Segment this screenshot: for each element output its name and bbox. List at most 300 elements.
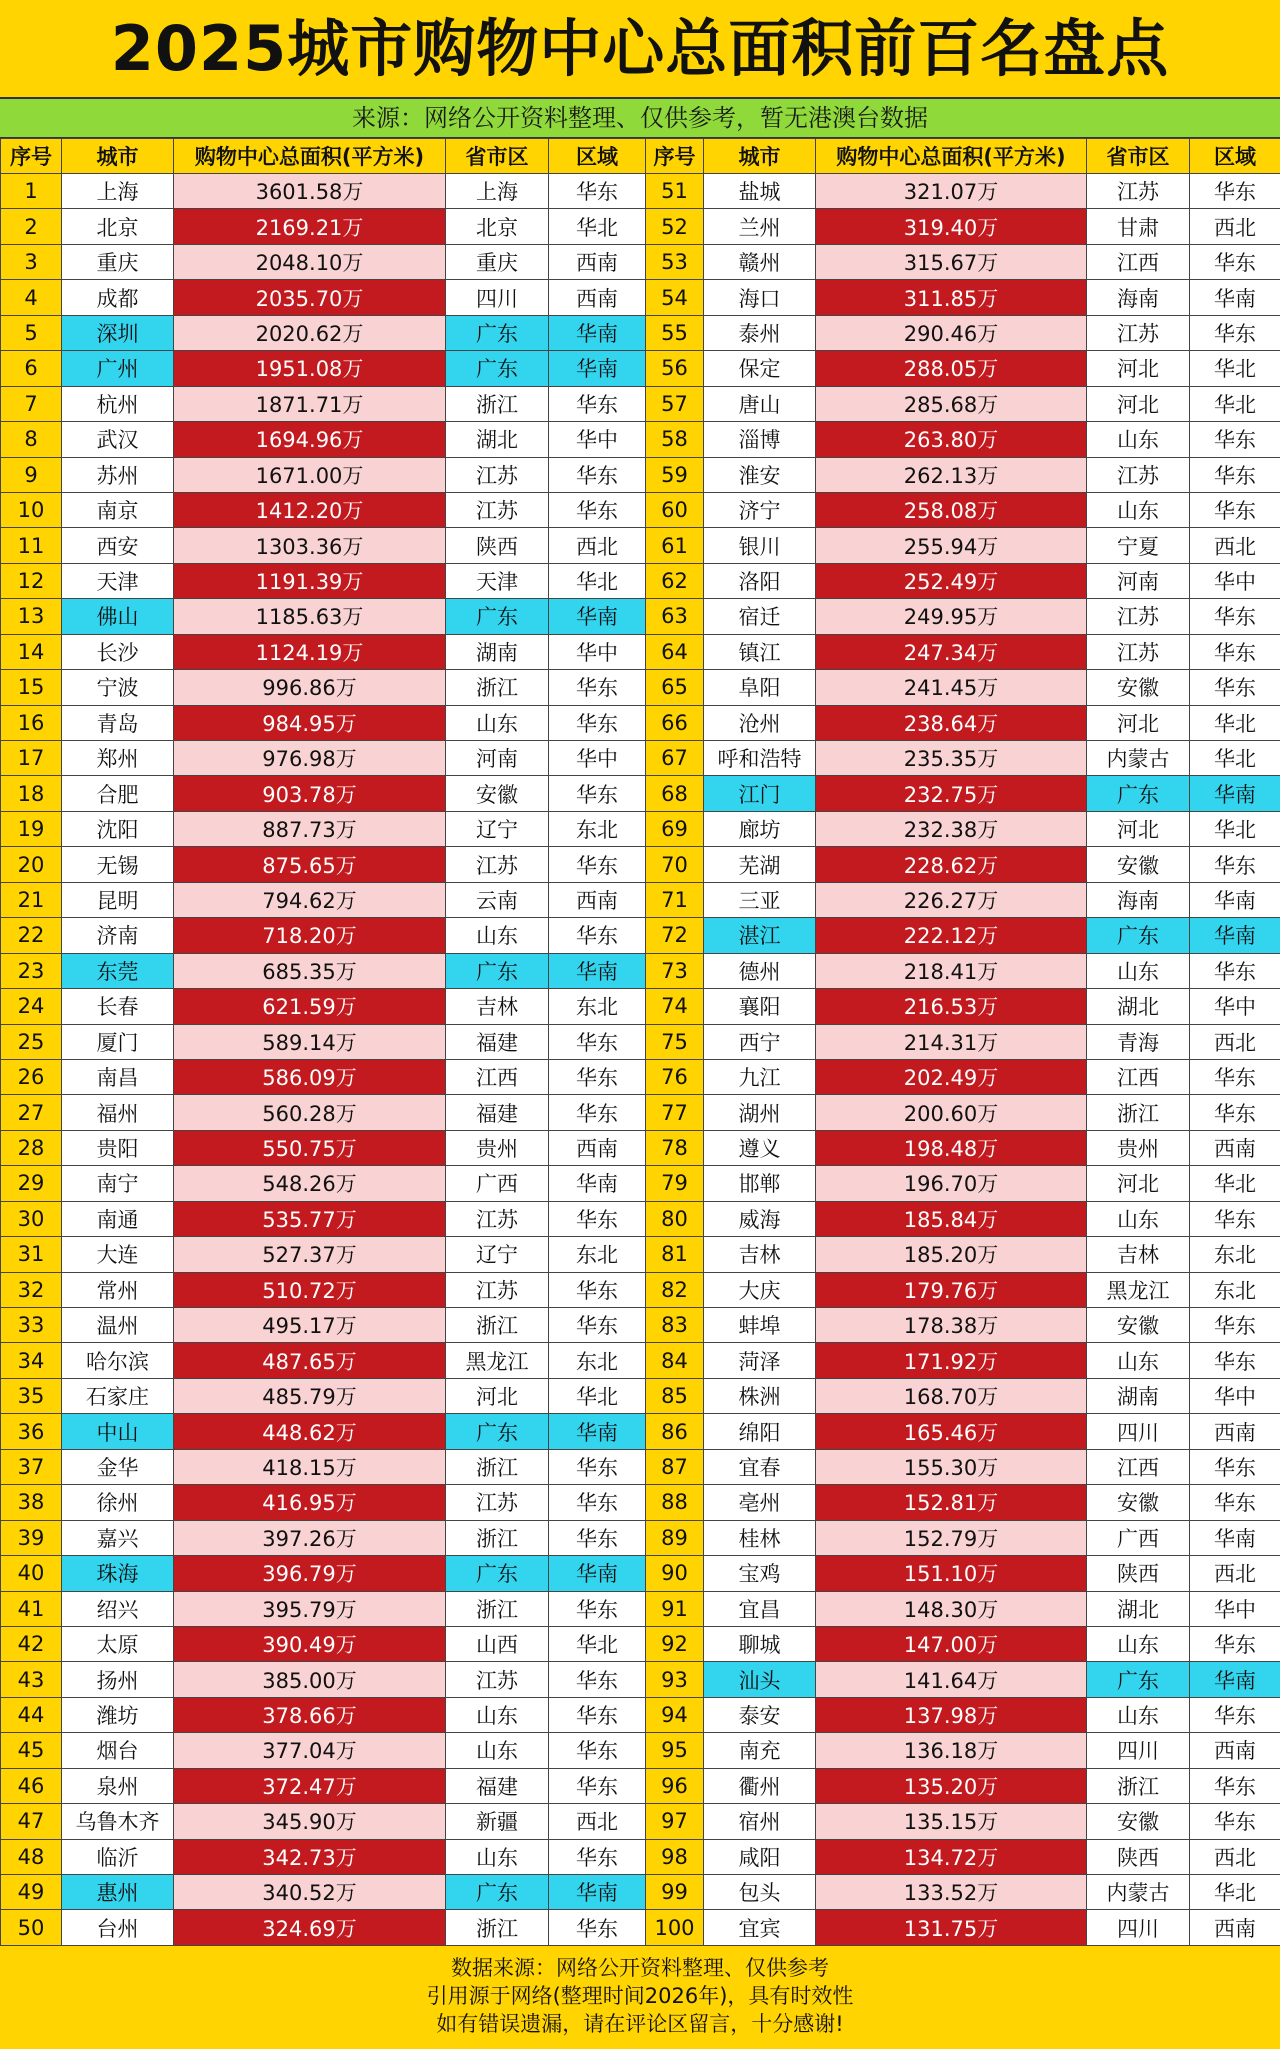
province: 甘肃 — [1087, 209, 1190, 244]
city-name: 三亚 — [704, 882, 816, 917]
mall-area: 342.73万 — [174, 1839, 446, 1874]
mall-area: 315.67万 — [816, 244, 1087, 279]
mall-area: 1412.20万 — [174, 492, 446, 527]
mall-area: 311.85万 — [816, 280, 1087, 315]
mall-area: 148.30万 — [816, 1591, 1087, 1626]
rank-number: 96 — [646, 1768, 704, 1803]
region: 华东 — [549, 705, 646, 740]
region: 华东 — [549, 1024, 646, 1059]
region: 华中 — [1190, 1378, 1280, 1413]
region: 华北 — [549, 209, 646, 244]
region: 华中 — [1190, 1591, 1280, 1626]
city-name: 西宁 — [704, 1024, 816, 1059]
region: 华东 — [1190, 634, 1280, 669]
city-name: 常州 — [62, 1272, 174, 1307]
region: 西南 — [549, 244, 646, 279]
province: 黑龙江 — [1087, 1272, 1190, 1307]
province: 吉林 — [1087, 1237, 1190, 1272]
rank-number: 22 — [1, 918, 62, 953]
region: 华南 — [549, 599, 646, 634]
city-name: 重庆 — [62, 244, 174, 279]
city-name: 烟台 — [62, 1733, 174, 1768]
province: 重庆 — [446, 244, 549, 279]
mall-area: 324.69万 — [174, 1910, 446, 1945]
rank-number: 40 — [1, 1556, 62, 1591]
table-row — [1, 422, 1280, 457]
province: 内蒙古 — [1087, 741, 1190, 776]
rank-number: 92 — [646, 1626, 704, 1661]
region: 华东 — [549, 1449, 646, 1484]
region: 华中 — [1190, 989, 1280, 1024]
mall-area: 1303.36万 — [174, 528, 446, 563]
province: 浙江 — [446, 1520, 549, 1555]
city-name: 石家庄 — [62, 1378, 174, 1413]
table-row — [1, 280, 1280, 315]
city-name: 无锡 — [62, 847, 174, 882]
region: 华东 — [549, 1697, 646, 1732]
region: 华东 — [1190, 422, 1280, 457]
mall-area: 198.48万 — [816, 1130, 1087, 1165]
table-row — [1, 528, 1280, 563]
region: 华东 — [1190, 244, 1280, 279]
city-name: 吉林 — [704, 1237, 816, 1272]
rank-number: 5 — [1, 315, 62, 350]
table-row — [1, 953, 1280, 988]
rank-number: 8 — [1, 422, 62, 457]
region: 华北 — [549, 1626, 646, 1661]
region: 东北 — [549, 1237, 646, 1272]
header-no-right: 序号 — [646, 139, 704, 174]
province: 江苏 — [446, 1662, 549, 1697]
city-name: 扬州 — [62, 1662, 174, 1697]
city-name: 珠海 — [62, 1556, 174, 1591]
city-name: 襄阳 — [704, 989, 816, 1024]
mall-area: 527.37万 — [174, 1237, 446, 1272]
mall-area: 179.76万 — [816, 1272, 1087, 1307]
rank-number: 78 — [646, 1130, 704, 1165]
mall-area: 2020.62万 — [174, 315, 446, 350]
city-name: 天津 — [62, 563, 174, 598]
region: 西南 — [1190, 1733, 1280, 1768]
rank-number: 94 — [646, 1697, 704, 1732]
province: 青海 — [1087, 1024, 1190, 1059]
province: 天津 — [446, 563, 549, 598]
province: 浙江 — [446, 1910, 549, 1945]
mall-area: 345.90万 — [174, 1804, 446, 1839]
mall-area: 155.30万 — [816, 1449, 1087, 1484]
city-name: 宁波 — [62, 670, 174, 705]
rank-number: 11 — [1, 528, 62, 563]
region: 华北 — [1190, 351, 1280, 386]
region: 华南 — [1190, 776, 1280, 811]
region: 华北 — [1190, 811, 1280, 846]
mall-area: 263.80万 — [816, 422, 1087, 457]
table-row — [1, 1697, 1280, 1732]
mall-area: 372.47万 — [174, 1768, 446, 1803]
province: 山东 — [1087, 492, 1190, 527]
city-name: 杭州 — [62, 386, 174, 421]
city-name: 潍坊 — [62, 1697, 174, 1732]
region: 华东 — [1190, 1804, 1280, 1839]
city-name: 上海 — [62, 174, 174, 209]
rank-number: 72 — [646, 918, 704, 953]
region: 华东 — [549, 1272, 646, 1307]
province: 山东 — [1087, 1343, 1190, 1378]
table-row — [1, 1272, 1280, 1307]
city-name: 绍兴 — [62, 1591, 174, 1626]
rank-number: 17 — [1, 741, 62, 776]
mall-area: 136.18万 — [816, 1733, 1087, 1768]
table-row — [1, 1130, 1280, 1165]
region: 西北 — [1190, 209, 1280, 244]
rank-number: 12 — [1, 563, 62, 598]
province: 江苏 — [446, 492, 549, 527]
table-row — [1, 1414, 1280, 1449]
city-name: 深圳 — [62, 315, 174, 350]
city-name: 阜阳 — [704, 670, 816, 705]
rank-number: 67 — [646, 741, 704, 776]
mall-area: 319.40万 — [816, 209, 1087, 244]
city-name: 遵义 — [704, 1130, 816, 1165]
city-name: 佛山 — [62, 599, 174, 634]
table-row — [1, 1520, 1280, 1555]
table-row — [1, 1556, 1280, 1591]
rank-number: 77 — [646, 1095, 704, 1130]
region: 华北 — [549, 1378, 646, 1413]
table-row — [1, 1095, 1280, 1130]
province: 北京 — [446, 209, 549, 244]
region: 华南 — [549, 351, 646, 386]
city-name: 苏州 — [62, 457, 174, 492]
footer — [0, 1946, 1280, 2038]
province: 江西 — [1087, 1449, 1190, 1484]
region: 华中 — [1190, 563, 1280, 598]
mall-area: 135.20万 — [816, 1768, 1087, 1803]
table-row — [1, 599, 1280, 634]
region: 华东 — [549, 1308, 646, 1343]
rank-number: 36 — [1, 1414, 62, 1449]
rank-number: 37 — [1, 1449, 62, 1484]
province: 广西 — [446, 1166, 549, 1201]
rank-number: 80 — [646, 1201, 704, 1236]
province: 内蒙古 — [1087, 1875, 1190, 1910]
province: 河北 — [1087, 705, 1190, 740]
mall-area: 214.31万 — [816, 1024, 1087, 1059]
region: 西南 — [1190, 1414, 1280, 1449]
city-name: 郑州 — [62, 741, 174, 776]
mall-area: 262.13万 — [816, 457, 1087, 492]
city-name: 泉州 — [62, 1768, 174, 1803]
city-name: 南京 — [62, 492, 174, 527]
region: 东北 — [1190, 1237, 1280, 1272]
province: 福建 — [446, 1024, 549, 1059]
mall-area: 510.72万 — [174, 1272, 446, 1307]
mall-area: 1671.00万 — [174, 457, 446, 492]
province: 四川 — [1087, 1733, 1190, 1768]
mall-area: 141.64万 — [816, 1662, 1087, 1697]
mall-area: 495.17万 — [174, 1308, 446, 1343]
rank-number: 48 — [1, 1839, 62, 1874]
table-row — [1, 209, 1280, 244]
rank-number: 95 — [646, 1733, 704, 1768]
region: 华东 — [549, 776, 646, 811]
rank-number: 25 — [1, 1024, 62, 1059]
mall-area: 548.26万 — [174, 1166, 446, 1201]
mall-area: 903.78万 — [174, 776, 446, 811]
table-row — [1, 563, 1280, 598]
header-city-right: 城市 — [704, 139, 816, 174]
province: 河北 — [1087, 1166, 1190, 1201]
city-name: 青岛 — [62, 705, 174, 740]
city-name: 长沙 — [62, 634, 174, 669]
rank-number: 84 — [646, 1343, 704, 1378]
mall-area: 152.79万 — [816, 1520, 1087, 1555]
region: 西南 — [549, 882, 646, 917]
city-name: 昆明 — [62, 882, 174, 917]
mall-area: 1871.71万 — [174, 386, 446, 421]
rank-number: 43 — [1, 1662, 62, 1697]
mall-area: 134.72万 — [816, 1839, 1087, 1874]
mall-area: 1124.19万 — [174, 634, 446, 669]
mall-area: 247.34万 — [816, 634, 1087, 669]
region: 华东 — [549, 1520, 646, 1555]
mall-area: 396.79万 — [174, 1556, 446, 1591]
region: 华东 — [1190, 1201, 1280, 1236]
rank-number: 99 — [646, 1875, 704, 1910]
mall-area: 232.38万 — [816, 811, 1087, 846]
rank-number: 87 — [646, 1449, 704, 1484]
city-name: 桂林 — [704, 1520, 816, 1555]
header-area-left: 购物中心总面积(平方米) — [174, 139, 446, 174]
rank-number: 64 — [646, 634, 704, 669]
rank-number: 13 — [1, 599, 62, 634]
region: 华北 — [1190, 705, 1280, 740]
province: 安徽 — [446, 776, 549, 811]
rank-number: 15 — [1, 670, 62, 705]
mall-area: 285.68万 — [816, 386, 1087, 421]
mall-area: 390.49万 — [174, 1626, 446, 1661]
province: 山东 — [1087, 422, 1190, 457]
table-row — [1, 1591, 1280, 1626]
province: 海南 — [1087, 882, 1190, 917]
mall-area: 887.73万 — [174, 811, 446, 846]
province: 湖南 — [1087, 1378, 1190, 1413]
province: 河北 — [1087, 811, 1190, 846]
region: 华东 — [1190, 847, 1280, 882]
rank-number: 14 — [1, 634, 62, 669]
rank-number: 4 — [1, 280, 62, 315]
header-province-right: 省市区 — [1087, 139, 1190, 174]
header-area-right: 购物中心总面积(平方米) — [816, 139, 1087, 174]
region: 华东 — [549, 1910, 646, 1945]
province: 江苏 — [446, 1485, 549, 1520]
province: 湖北 — [446, 422, 549, 457]
rank-number: 46 — [1, 1768, 62, 1803]
province: 陕西 — [446, 528, 549, 563]
city-name: 南通 — [62, 1201, 174, 1236]
rank-number: 28 — [1, 1130, 62, 1165]
mall-area: 1951.08万 — [174, 351, 446, 386]
city-name: 乌鲁木齐 — [62, 1804, 174, 1839]
rank-number: 88 — [646, 1485, 704, 1520]
table-row — [1, 386, 1280, 421]
region: 华东 — [549, 670, 646, 705]
region: 华东 — [1190, 457, 1280, 492]
rank-number: 16 — [1, 705, 62, 740]
city-name: 泰安 — [704, 1697, 816, 1732]
region: 华南 — [1190, 882, 1280, 917]
region: 华中 — [549, 741, 646, 776]
mall-area: 1185.63万 — [174, 599, 446, 634]
province: 广东 — [1087, 776, 1190, 811]
rank-number: 2 — [1, 209, 62, 244]
city-name: 衢州 — [704, 1768, 816, 1803]
mall-area: 152.81万 — [816, 1485, 1087, 1520]
rank-number: 24 — [1, 989, 62, 1024]
city-name: 南昌 — [62, 1059, 174, 1094]
rank-number: 62 — [646, 563, 704, 598]
source-note: 来源：网络公开资料整理、仅供参考，暂无港澳台数据 — [0, 97, 1280, 138]
province: 山西 — [446, 1626, 549, 1661]
region: 华东 — [1190, 1308, 1280, 1343]
region: 华北 — [1190, 741, 1280, 776]
city-name: 泰州 — [704, 315, 816, 350]
rank-number: 79 — [646, 1166, 704, 1201]
city-name: 西安 — [62, 528, 174, 563]
city-name: 沈阳 — [62, 811, 174, 846]
province: 江苏 — [446, 457, 549, 492]
rank-number: 7 — [1, 386, 62, 421]
region: 华东 — [549, 1485, 646, 1520]
rank-number: 10 — [1, 492, 62, 527]
table-row — [1, 882, 1280, 917]
province: 广东 — [446, 351, 549, 386]
rank-number: 3 — [1, 244, 62, 279]
province: 云南 — [446, 882, 549, 917]
city-name: 德州 — [704, 953, 816, 988]
region: 华东 — [1190, 1059, 1280, 1094]
city-name: 唐山 — [704, 386, 816, 421]
region: 华东 — [549, 1591, 646, 1626]
table-row — [1, 1804, 1280, 1839]
region: 华东 — [549, 174, 646, 209]
city-name: 包头 — [704, 1875, 816, 1910]
province: 广东 — [446, 315, 549, 350]
rank-number: 21 — [1, 882, 62, 917]
city-name: 咸阳 — [704, 1839, 816, 1874]
city-name: 徐州 — [62, 1485, 174, 1520]
province: 四川 — [446, 280, 549, 315]
city-name: 贵阳 — [62, 1130, 174, 1165]
rank-number: 55 — [646, 315, 704, 350]
city-name: 九江 — [704, 1059, 816, 1094]
region: 华东 — [1190, 1626, 1280, 1661]
rank-number: 44 — [1, 1697, 62, 1732]
province: 河北 — [1087, 386, 1190, 421]
mall-area: 147.00万 — [816, 1626, 1087, 1661]
footer-line: 引用源于网络(整理时间2026年)，具有时效性 — [426, 1983, 854, 2008]
header-province-left: 省市区 — [446, 139, 549, 174]
city-name: 蚌埠 — [704, 1308, 816, 1343]
rank-number: 83 — [646, 1308, 704, 1343]
province: 山东 — [446, 1839, 549, 1874]
province: 广东 — [446, 1875, 549, 1910]
region: 华南 — [549, 1414, 646, 1449]
province: 江西 — [446, 1059, 549, 1094]
table-row — [1, 1662, 1280, 1697]
table-row — [1, 1839, 1280, 1874]
region: 华东 — [549, 847, 646, 882]
mall-area: 258.08万 — [816, 492, 1087, 527]
city-name: 邯郸 — [704, 1166, 816, 1201]
mall-area: 984.95万 — [174, 705, 446, 740]
province: 河南 — [446, 741, 549, 776]
region: 华东 — [1190, 599, 1280, 634]
footer-line: 如有错误遗漏，请在评论区留言，十分感谢! — [436, 2011, 844, 2036]
mall-area: 226.27万 — [816, 882, 1087, 917]
rank-number: 52 — [646, 209, 704, 244]
mall-area: 718.20万 — [174, 918, 446, 953]
mall-area: 178.38万 — [816, 1308, 1087, 1343]
region: 华东 — [549, 1768, 646, 1803]
rank-number: 81 — [646, 1237, 704, 1272]
province: 吉林 — [446, 989, 549, 1024]
rank-number: 1 — [1, 174, 62, 209]
rank-number: 73 — [646, 953, 704, 988]
table-row — [1, 1768, 1280, 1803]
mall-area: 340.52万 — [174, 1875, 446, 1910]
table-row — [1, 457, 1280, 492]
city-name: 海口 — [704, 280, 816, 315]
city-name: 中山 — [62, 1414, 174, 1449]
table-row — [1, 1166, 1280, 1201]
city-name: 宜昌 — [704, 1591, 816, 1626]
city-name: 宿州 — [704, 1804, 816, 1839]
city-name: 大连 — [62, 1237, 174, 1272]
province: 江苏 — [1087, 634, 1190, 669]
table-row — [1, 1237, 1280, 1272]
mall-area: 228.62万 — [816, 847, 1087, 882]
table-row — [1, 1343, 1280, 1378]
city-name: 株洲 — [704, 1378, 816, 1413]
mall-area: 397.26万 — [174, 1520, 446, 1555]
region: 华东 — [549, 918, 646, 953]
rank-number: 59 — [646, 457, 704, 492]
city-name: 济宁 — [704, 492, 816, 527]
mall-area: 135.15万 — [816, 1804, 1087, 1839]
mall-area: 2169.21万 — [174, 209, 446, 244]
table-row — [1, 989, 1280, 1024]
province: 广东 — [446, 1414, 549, 1449]
city-name: 亳州 — [704, 1485, 816, 1520]
table-header-row — [1, 139, 1280, 174]
rank-number: 68 — [646, 776, 704, 811]
mall-area: 589.14万 — [174, 1024, 446, 1059]
province: 河北 — [1087, 351, 1190, 386]
region: 华东 — [1190, 1343, 1280, 1378]
province: 广东 — [446, 1556, 549, 1591]
city-name: 保定 — [704, 351, 816, 386]
city-name: 赣州 — [704, 244, 816, 279]
rank-number: 98 — [646, 1839, 704, 1874]
province: 山东 — [1087, 1626, 1190, 1661]
mall-area: 685.35万 — [174, 953, 446, 988]
region: 华东 — [549, 386, 646, 421]
city-name: 南充 — [704, 1733, 816, 1768]
province: 广东 — [446, 953, 549, 988]
region: 西南 — [549, 280, 646, 315]
mall-area: 252.49万 — [816, 563, 1087, 598]
